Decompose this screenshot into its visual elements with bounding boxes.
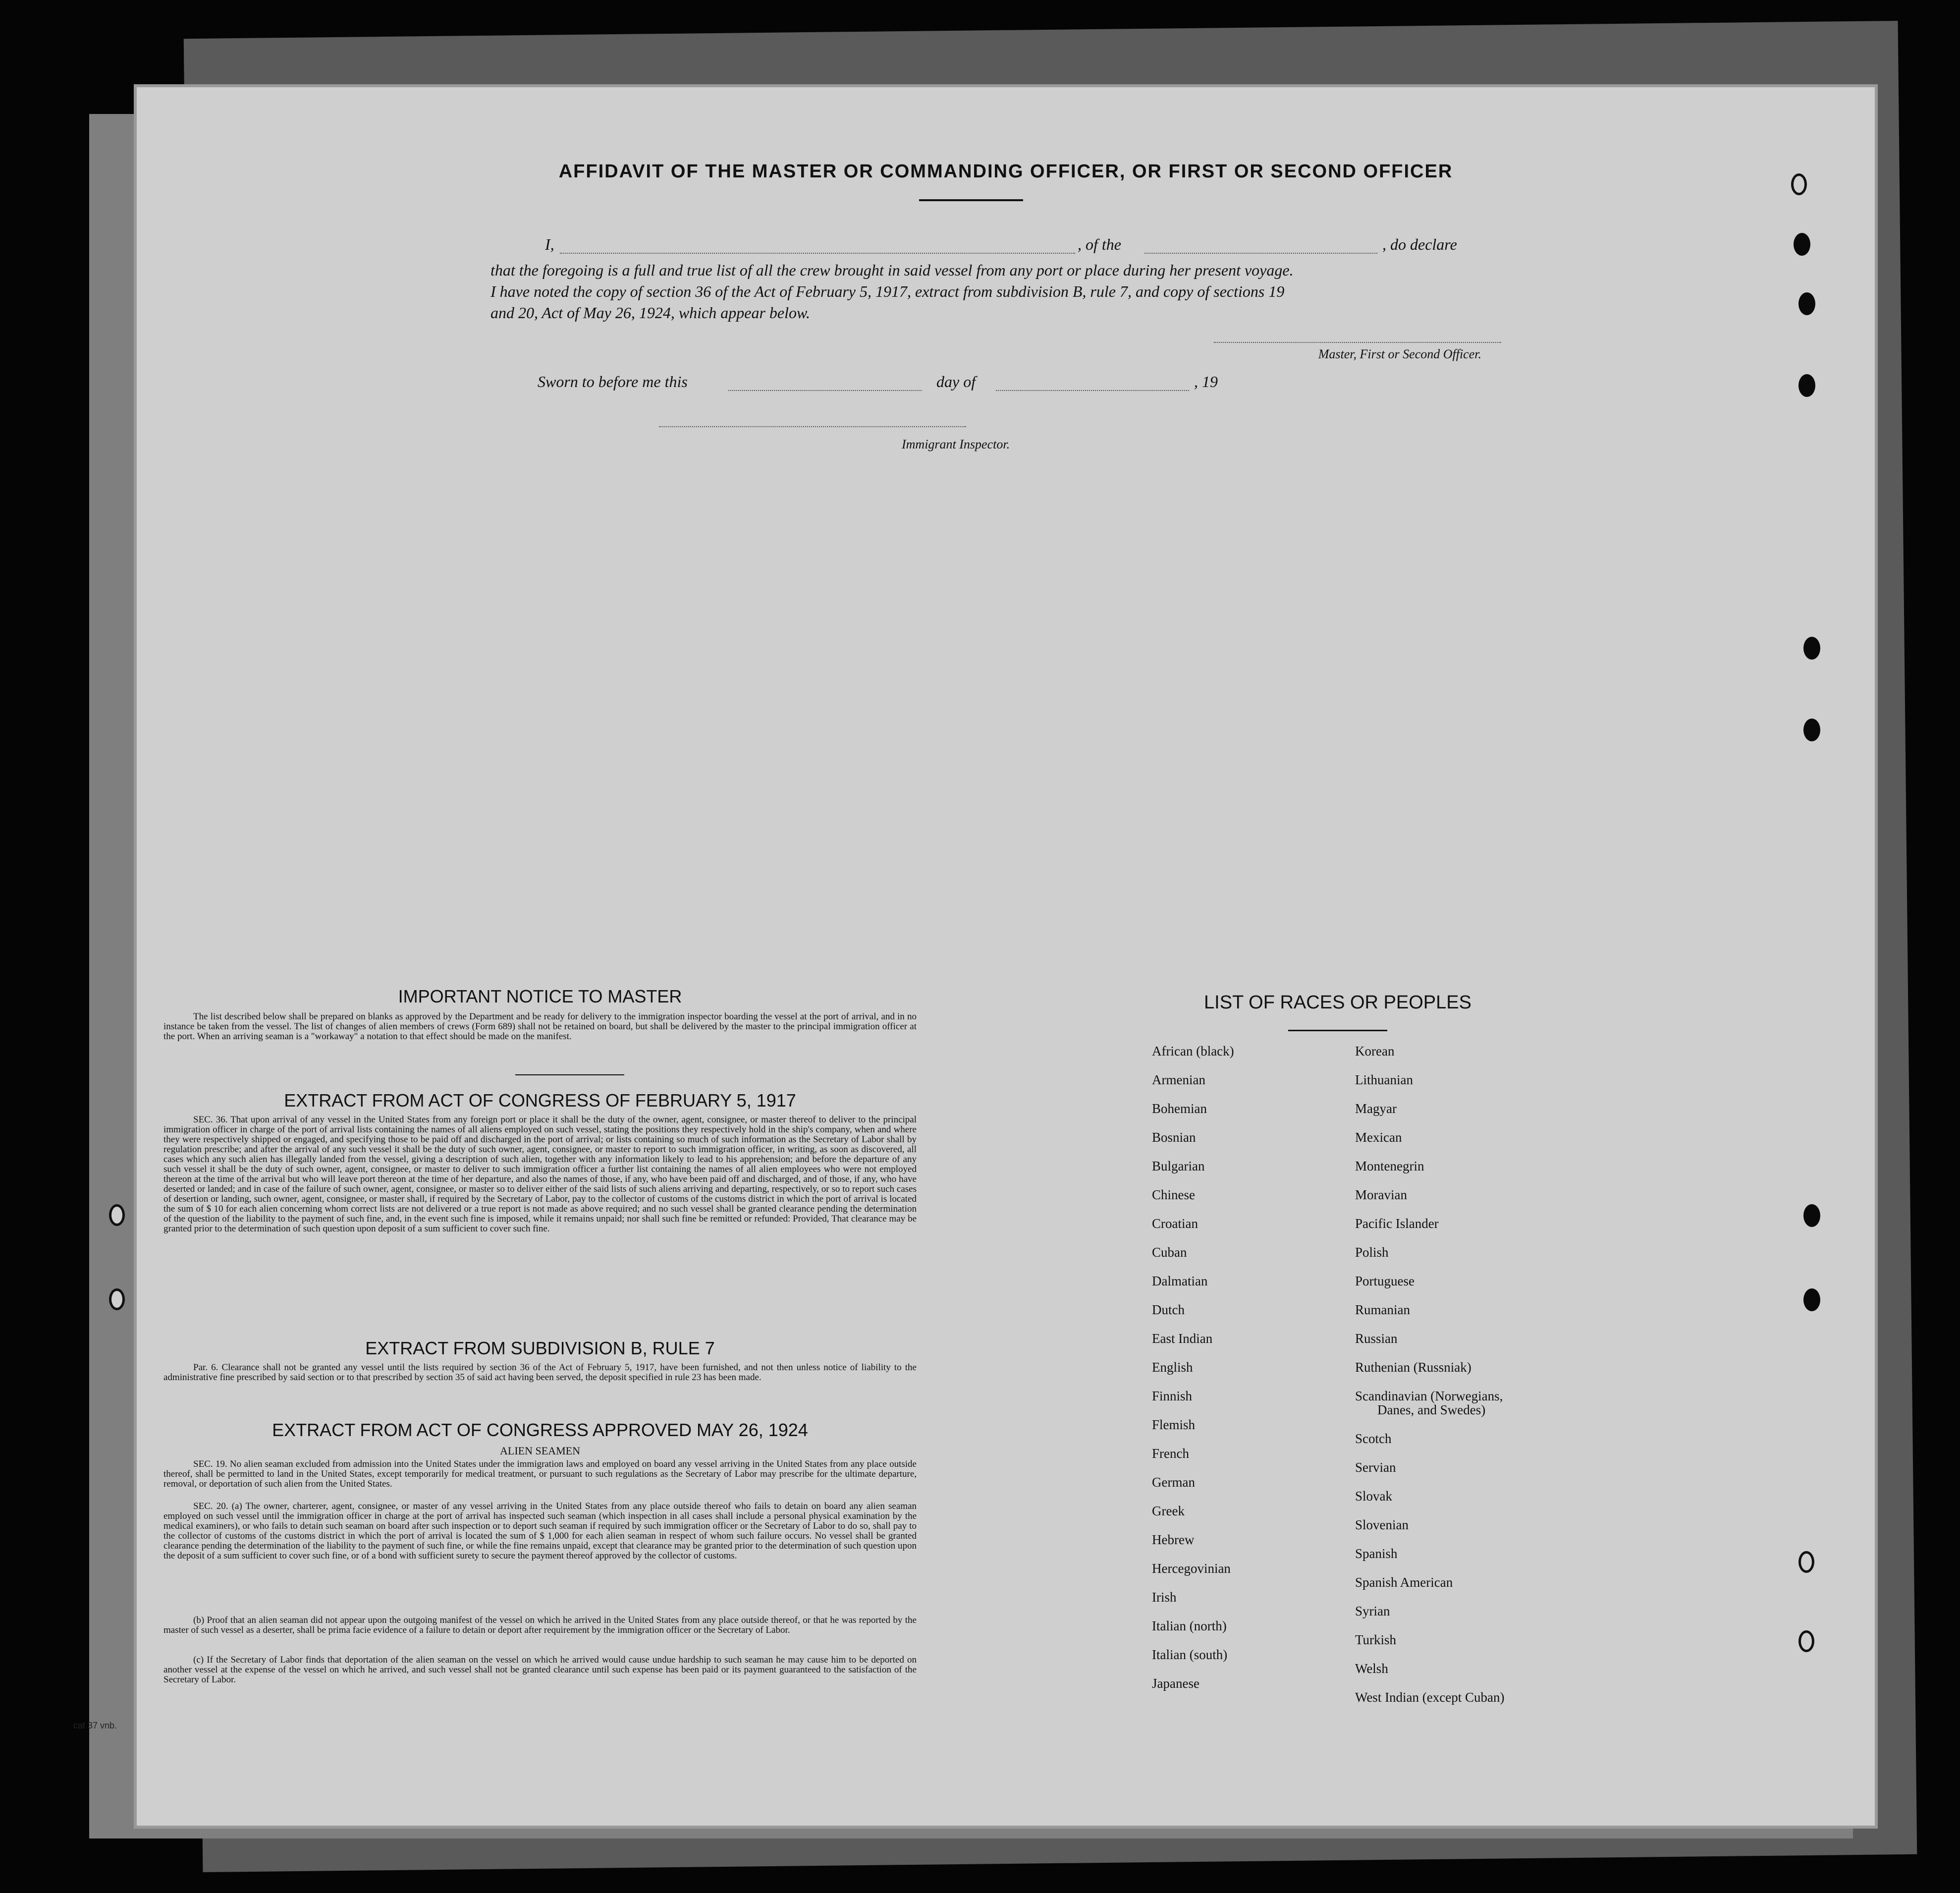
binder-hole [1798, 374, 1815, 397]
do-declare-label: , do declare [1382, 235, 1457, 253]
race-item: Chinese [1152, 1187, 1195, 1202]
extract-1924-sec20a: SEC. 20. (a) The owner, charterer, agent, consignee, or master of any vessel arriving in the United States from any place outside thereof who fails to detain on board any alien seaman employed on such vessel until the immigration officer in charge at the port of arrival has inspected such seaman (which inspection in all cases shall include a personal physical examination by the medical examiners), or who fails to detain such seaman on board after such inspection or to deport such seaman if required by such immigration officer or the Secretary of Labor to do so, shall pay to the collector of customs of the customs district in which the port of arrival is located the sum of $ 1,000 for each alien seaman in respect of whom such failure occurs. No vessel shall be granted clearance pending the determination of the liability to the payment of such fine, or while the fine remains unpaid, except that clearance may be granted prior to the determination of such question upon the deposit of a sum sufficient to cover such fine, or of a bond with sufficient surety to secure the payment thereof approved by the collector of customs. [163, 1501, 917, 1561]
declarant-prefix: I, [545, 235, 554, 253]
race-item: Bosnian [1152, 1130, 1196, 1145]
race-item: Montenegrin [1355, 1159, 1424, 1173]
race-item: Bulgarian [1152, 1159, 1205, 1173]
document-page [134, 84, 1878, 1829]
binder-hole [1803, 719, 1820, 741]
extract-1917-title: EXTRACT FROM ACT OF CONGRESS OF FEBRUARY 5, 1917 [284, 1090, 796, 1111]
affidavit-line-2: that the foregoing is a full and true list of all the crew brought in said vessel from any port or place during her present voyage. [490, 261, 1294, 279]
race-item: Slovenian [1355, 1517, 1409, 1532]
extract-1924-sec20b: (b) Proof that an alien seaman did not appear upon the outgoing manifest of the vessel on which he arrived in the United States from any place outside thereof, or that he was reported by the master of such vessel as a deserter, shall be prima facie evidence of a failure to detain or deport after requirement by the immigration officer or the Secretary of Labor. [163, 1615, 917, 1635]
sworn-day-field [728, 390, 922, 391]
race-item: Italian (south) [1152, 1647, 1228, 1662]
year-label: , 19 [1194, 373, 1218, 390]
race-item: Flemish [1152, 1417, 1196, 1432]
inspector-label: Immigrant Inspector. [902, 437, 1010, 451]
races-left-column [1152, 1043, 1340, 1702]
race-item: Servian [1355, 1460, 1396, 1475]
extract-1924-sec19: SEC. 19. No alien seaman excluded from admission into the United States under the immigration laws and employed on board any vessel arriving in the United States from any place outside thereof, shall be permitted to land in the United States, except temporarily for medical treatment, or pursuant to such regulations as the Secretary of Labor may prescribe for the ultimate departure, removal, or deportation of such alien from the United States. [163, 1459, 917, 1489]
affidavit-title: AFFIDAVIT OF THE MASTER OR COMMANDING OFFICER, OR FIRST OR SECOND OFFICER [558, 161, 1453, 182]
affidavit-line-3: I have noted the copy of section 36 of the Act of February 5, 1917, extract from subdivision B, rule 7, and copy of sections 19 [490, 282, 1285, 300]
race-item: French [1152, 1446, 1189, 1461]
declarant-name-field [560, 253, 1075, 254]
race-item: Pacific Islander [1355, 1216, 1439, 1231]
day-of-label: day of [936, 373, 976, 390]
race-item: German [1152, 1475, 1195, 1490]
of-the-label: , of the [1078, 235, 1121, 253]
race-item: Greek [1152, 1503, 1185, 1518]
binder-hole [1798, 1630, 1814, 1652]
race-item: Armenian [1152, 1072, 1205, 1087]
binder-hole [109, 1204, 125, 1226]
race-item: West Indian (except Cuban) [1355, 1690, 1505, 1705]
race-item: Mexican [1355, 1130, 1402, 1145]
race-item: Ruthenian (Russniak) [1355, 1360, 1471, 1375]
race-item: Cuban [1152, 1245, 1187, 1260]
race-item: Portuguese [1355, 1274, 1415, 1288]
extract-rule7-body: Par. 6. Clearance shall not be granted any vessel until the lists required by section 36 of the Act of February 5, 1917, have been furnished, and not then unless notice of liability to the administrative fine prescribed by said section or to that prescribed by section 35 of said act having been served, the deposit specified in rule 23 has been made. [163, 1362, 917, 1383]
races-title: LIST OF RACES OR PEOPLES [1204, 992, 1471, 1013]
race-item: Danes, and Swedes) [1377, 1402, 1486, 1417]
race-item: Magyar [1355, 1101, 1397, 1116]
vessel-name-field [1144, 253, 1377, 254]
race-item: Welsh [1355, 1661, 1388, 1676]
divider [1288, 1030, 1387, 1031]
race-item: Spanish [1355, 1546, 1398, 1561]
races-right-column [1355, 1043, 1563, 1705]
binder-hole [109, 1288, 125, 1310]
binder-hole [1794, 233, 1810, 256]
race-item: Rumanian [1355, 1302, 1410, 1317]
race-item: Slovak [1355, 1489, 1393, 1503]
sworn-month-field [996, 390, 1189, 391]
race-item: Hercegovinian [1152, 1561, 1231, 1576]
notice-title: IMPORTANT NOTICE TO MASTER [398, 986, 682, 1006]
master-signature-line [1214, 342, 1501, 343]
sworn-label: Sworn to before me this [538, 373, 688, 390]
notice-body: The list described below shall be prepared on blanks as approved by the Department and be ready for delivery to the immigration inspector boarding the vessel at the port of arrival, and in no instance be taken from the vessel. The list of changes of alien members of crews (Form 689) shall not be retained on board, but shall be delivered by the master to the principal immigration officer at the port. When an arriving seaman is a "workaway" a notation to that effect should be made on the manifest. [163, 1011, 917, 1042]
race-item: Russian [1355, 1331, 1398, 1346]
race-item: Dutch [1152, 1302, 1185, 1317]
extract-1924-subtitle: ALIEN SEAMEN [500, 1445, 580, 1457]
race-item: East Indian [1152, 1331, 1213, 1346]
binder-hole [1803, 1288, 1820, 1311]
race-item: Syrian [1355, 1604, 1390, 1618]
form-code: cat 37 vnb. [73, 1721, 117, 1730]
extract-1917-body: SEC. 36. That upon arrival of any vessel in the United States from any foreign port or place it shall be the duty of the owner, agent, consignee, or master thereof to deliver to the principal immigration officer in charge of the port of arrival lists containing the names of all aliens employed on such vessel, stating the positions they respectively hold in the ship's company, when and where they were respectively shipped or engaged, and specifying those to be paid off and discharged in the port of arrival; or lists containing so much of such information as the Secretary of Labor shall by regulation prescribe; and after the arrival of any such vessel it shall be the duty of such owner, agent, consignee, or master to report to such immigration officer, in writing, as soon as discovered, all cases which any such alien has illegally landed from the vessel, giving a description of such alien, together with any information likely to lead to his apprehension; and before the departure of any such vessel it shall be the duty of such owner, agent, consignee, or master to deliver to such immigration officer a further list containing the names of all alien employees who were not employed thereon at the time of the arrival but who will leave port thereon at the time of her departure, and also the names of those, if any, who have been paid off and discharged, and of those, if any, who have deserted or landed; and in case of the failure of such owner, agent, consignee, or master so to deliver either of the said lists of such aliens arriving and departing, respectively, or so to report such cases of desertion or landing, such owner, agent, consignee, or master shall, if required by the Secretary of Labor, pay to the collector of customs of the customs district in which the port of arrival is located the sum of $ 10 for each alien concerning whom correct lists are not delivered or a true report is not made as above required; and no such vessel shall be granted clearance pending the determination of the question of the liability to the payment of such fine, and, in the event such fine is imposed, while it remains unpaid; nor shall such fine be remitted or refunded: Provided, That clearance may be granted prior to the determination of such question upon deposit of a sum sufficient to cover such fine. [163, 1114, 917, 1234]
race-item: Italian (north) [1152, 1618, 1227, 1633]
extract-1924-title: EXTRACT FROM ACT OF CONGRESS APPROVED MAY 26, 1924 [272, 1420, 808, 1440]
race-item: Korean [1355, 1044, 1395, 1058]
race-item: Finnish [1152, 1389, 1193, 1403]
binder-hole [1803, 637, 1820, 660]
binder-hole [1798, 1551, 1814, 1573]
binder-hole [1798, 292, 1815, 315]
race-item: African (black) [1152, 1044, 1234, 1058]
divider [919, 199, 1023, 201]
race-item: Dalmatian [1152, 1274, 1208, 1288]
inspector-signature-line [659, 426, 966, 427]
race-item: Scandinavian (Norwegians, [1355, 1389, 1503, 1403]
master-signature-label: Master, First or Second Officer. [1318, 347, 1481, 361]
race-item: Hebrew [1152, 1532, 1195, 1547]
race-item: Moravian [1355, 1187, 1407, 1202]
affidavit-line-4: and 20, Act of May 26, 1924, which appear below. [490, 304, 810, 322]
divider [515, 1074, 624, 1075]
race-item: Lithuanian [1355, 1072, 1413, 1087]
extract-rule7-title: EXTRACT FROM SUBDIVISION B, RULE 7 [365, 1338, 715, 1358]
race-item: Japanese [1152, 1676, 1199, 1691]
extract-1924-sec20c: (c) If the Secretary of Labor finds that deportation of the alien seaman on the vessel on which he arrived would cause undue hardship to such seaman he may cause him to be deported on another vessel at the expense of the vessel on which he arrived, and such vessel shall not be granted clearance until such expense has been paid or its payment guaranteed to the satisfaction of the Secretary of Labor. [163, 1655, 917, 1685]
race-item: Scotch [1355, 1431, 1392, 1446]
binder-hole [1803, 1204, 1820, 1227]
race-item: Bohemian [1152, 1101, 1207, 1116]
race-item: English [1152, 1360, 1193, 1375]
race-item: Polish [1355, 1245, 1389, 1260]
race-item: Croatian [1152, 1216, 1198, 1231]
race-item: Irish [1152, 1590, 1177, 1605]
race-item: Spanish American [1355, 1575, 1453, 1590]
race-item: Turkish [1355, 1632, 1397, 1647]
